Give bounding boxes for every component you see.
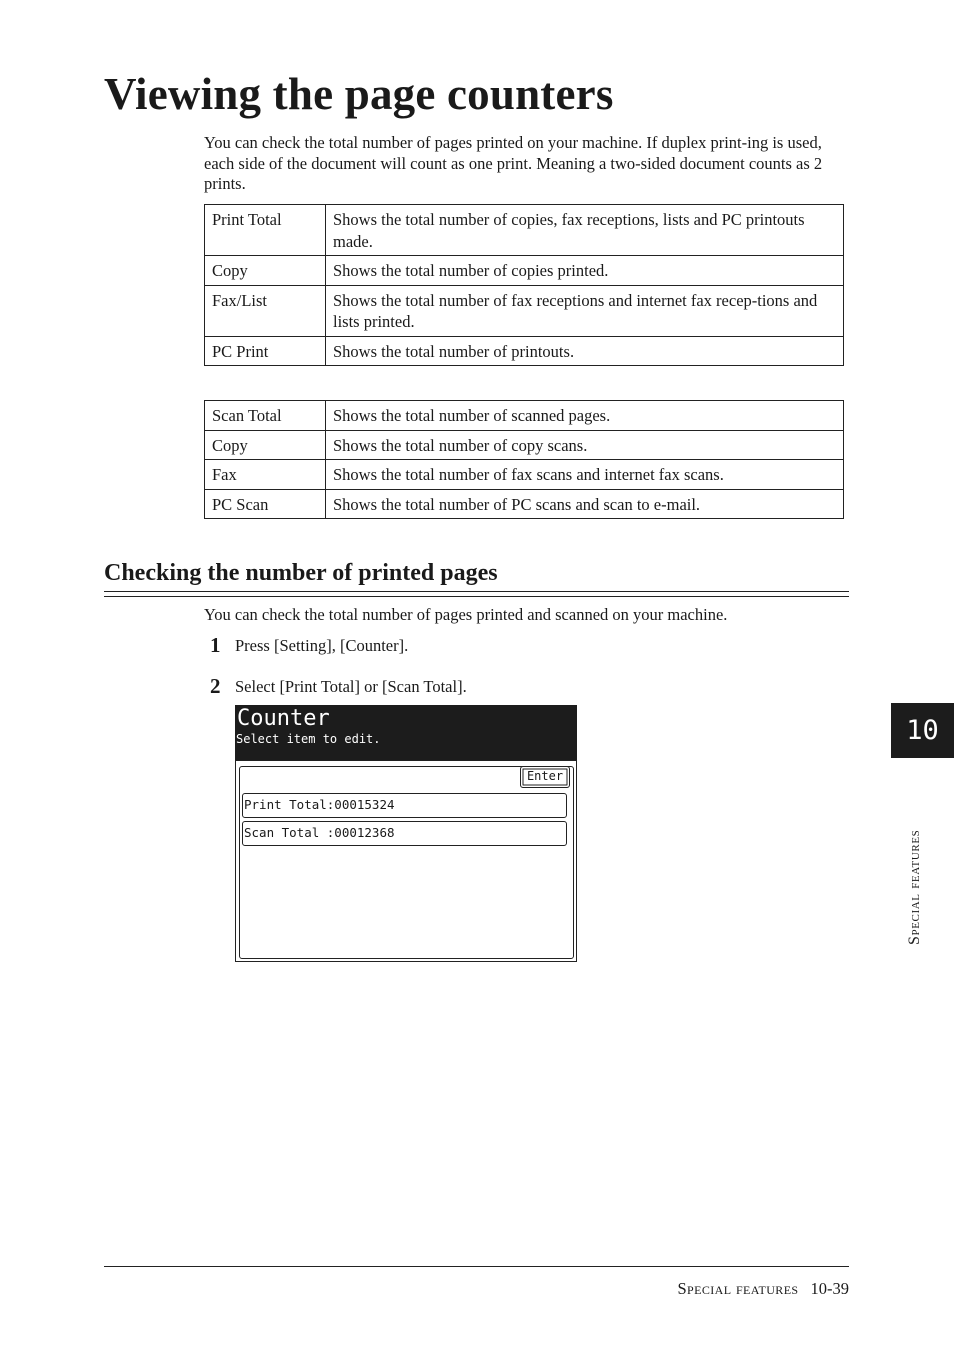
footer-divider — [104, 1266, 849, 1267]
table-term: PC Scan — [205, 489, 326, 519]
table-description: Shows the total number of fax receptions and internet fax recep-tions and lists printed. — [326, 285, 844, 336]
page-number: 10-39 — [810, 1279, 849, 1298]
heading-divider — [104, 596, 849, 597]
table-term: PC Print — [205, 336, 326, 366]
table-description: Shows the total number of printouts. — [326, 336, 844, 366]
step-text: Select [Print Total] or [Scan Total]. — [235, 677, 467, 696]
table-term: Print Total — [205, 205, 326, 256]
section-intro: You can check the total number of pages printed and scanned on your machine. — [204, 605, 728, 624]
footer-section-name: Special features — [677, 1279, 799, 1298]
screen-header — [235, 705, 577, 760]
table-description: Shows the total number of fax scans and internet fax scans. — [326, 460, 844, 490]
table-description: Shows the total number of scanned pages. — [326, 401, 844, 431]
scan-total-item[interactable]: Scan Total :00012368 — [242, 821, 567, 846]
print-counter-table — [204, 204, 844, 366]
table-row — [205, 460, 844, 490]
counter-screen — [235, 705, 577, 962]
table-row — [205, 489, 844, 519]
table-row — [205, 205, 844, 256]
table-term: Scan Total — [205, 401, 326, 431]
intro-paragraph: You can check the total number of pages printed on your machine. If duplex print-ing is used, each side of the document will count as one print. Meaning a two-sided document counts as 2 prints. — [204, 133, 823, 193]
table-row — [205, 256, 844, 286]
print-total-item[interactable]: Print Total:00015324 — [242, 793, 567, 818]
step-text: Press [Setting], [Counter]. — [235, 636, 409, 655]
screen-subtitle: Select item to edit. — [236, 732, 381, 746]
scan-counter-table — [204, 400, 844, 519]
enter-button[interactable]: Enter — [520, 766, 570, 788]
chapter-tab: 10 — [891, 703, 954, 758]
section-heading: Checking the number of printed pages — [104, 560, 498, 586]
table-description: Shows the total number of copies printed. — [326, 256, 844, 286]
table-description: Shows the total number of copy scans. — [326, 430, 844, 460]
screen-title: Counter — [237, 706, 330, 731]
screen-body — [235, 760, 577, 962]
table-row — [205, 401, 844, 431]
page-title: Viewing the page counters — [104, 69, 614, 119]
table-term: Copy — [205, 430, 326, 460]
table-row — [205, 430, 844, 460]
table-description: Shows the total number of copies, fax receptions, lists and PC printouts made. — [326, 205, 844, 256]
table-row — [205, 336, 844, 366]
table-description: Shows the total number of PC scans and scan to e-mail. — [326, 489, 844, 519]
heading-divider — [104, 591, 849, 592]
chapter-label: Special features — [906, 829, 923, 945]
table-term: Fax — [205, 460, 326, 490]
table-row — [205, 285, 844, 336]
table-term: Copy — [205, 256, 326, 286]
page-footer — [677, 1279, 849, 1299]
step-number: 2 — [210, 674, 221, 698]
step-number: 1 — [210, 633, 221, 657]
table-term: Fax/List — [205, 285, 326, 336]
